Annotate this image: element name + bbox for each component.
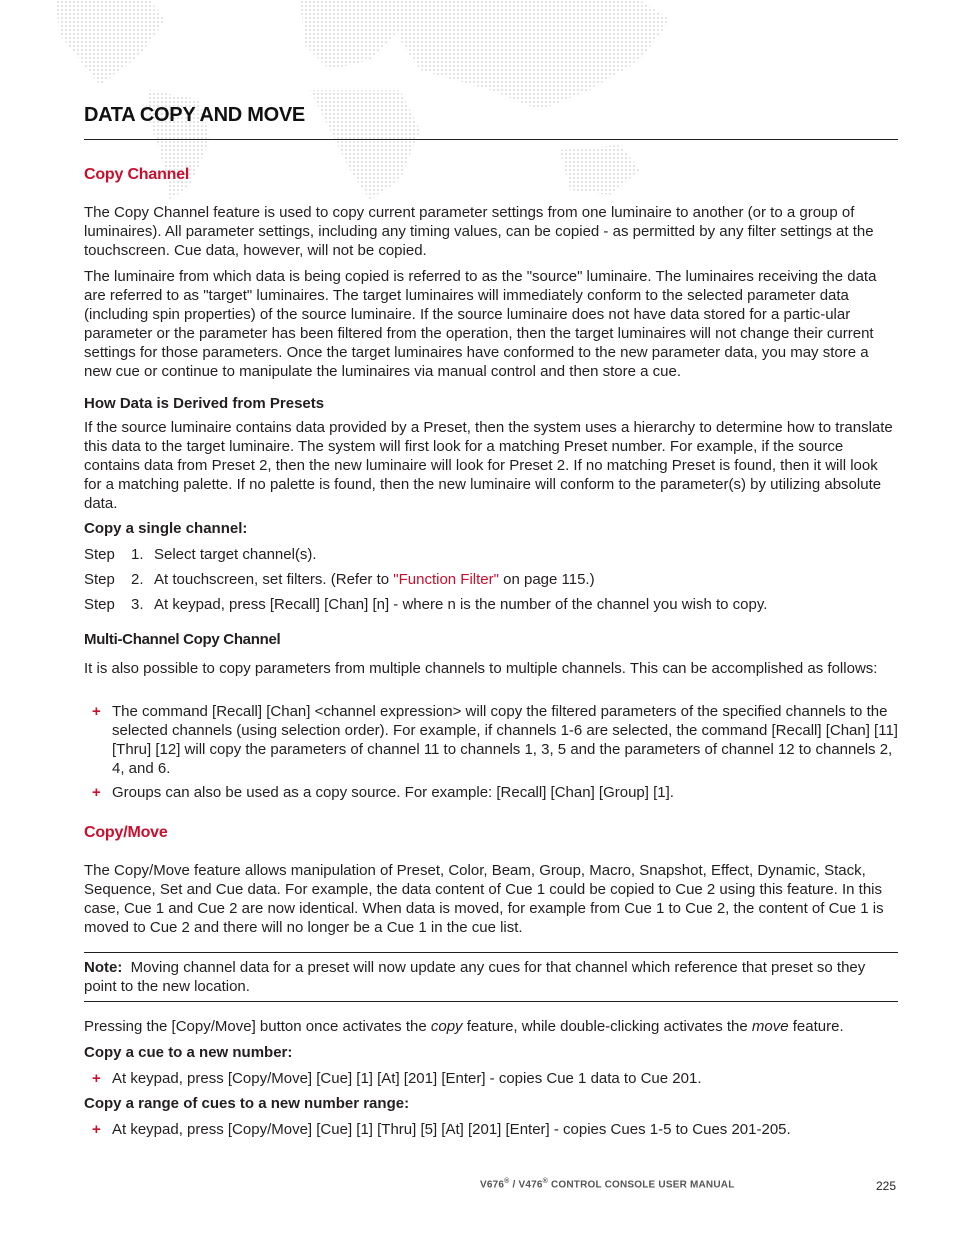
list-item (84, 702, 898, 778)
list-item (84, 1120, 898, 1139)
footer-reg: ® (542, 1178, 548, 1185)
subheading-copy-range: Copy a range of cues to a new number range: (84, 1095, 410, 1112)
step-item (84, 570, 595, 589)
text-run: Pressing the [Copy/Move] button once activates the (84, 1018, 431, 1035)
step-label: Step (84, 546, 115, 563)
text-run-italic: copy (430, 1018, 463, 1035)
text-run: feature. (788, 1018, 844, 1035)
list-item-text: The command [Recall] [Chan] <channel expression> will copy the filtered parameters of the specified channels to the selected channels (using selection order). For example, if channels 1-6 are selected, the command [Recall] [Chan] [11] [Thru] [12] will copy the parameters of channel 11 to channels 1, 3, 5 and the parameters of channel 12 to channels 2, 4, and 6. (112, 703, 898, 777)
note-label: Note: (84, 959, 123, 976)
paragraph: The luminaire from which data is being copied is referred to as the "source" luminaire. The luminaires receiving the data are referred to as "target" luminaires. The target luminaires will immediately conform to the selected parameter data (including spin properties) of the source luminaire. If the source luminaire does not have data stored for a partic-ular parameter or the parameter has been filtered from the operation, then the target luminaires will not change their current settings for those parameters. Once the target luminaires have conformed to the new parameter data, you may store a new cue or continue to manipulate the luminaires via manual control and then store a cue. (84, 268, 877, 380)
paragraph: The Copy/Move feature allows manipulation of Preset, Color, Beam, Group, Macro, Snapshot, Effect, Dynamic, Stack, Sequence, Set and Cue data. For example, the data content of Cue 1 could be copied to Cue 2 using this feature. In this case, Cue 1 and Cue 2 are now identical. When data is moved, for example from Cue 1 to Cue 2, the content of Cue 1 is moved to Cue 2 and there will no longer be a Cue 1 in the cue list. (84, 862, 884, 936)
paragraph: The Copy Channel feature is used to copy current parameter settings from one luminaire to another (or to a group of luminaires). All parameter settings, including any timing values, can be copied - as permitted by any filter settings at the touchscreen. Cue data, however, will not be copied. (84, 204, 874, 259)
footer-model: V476 (518, 1179, 543, 1191)
step-number: 3. (131, 596, 144, 613)
step-label: Step (84, 596, 115, 613)
list-item (84, 1069, 898, 1088)
page-title: DATA COPY AND MOVE (84, 104, 305, 126)
footer-model: V676 (480, 1179, 505, 1191)
paragraph: It is also possible to copy parameters from multiple channels to multiple channels. This can be accomplished as follows: (84, 660, 878, 677)
list-item (84, 783, 898, 802)
step-text: At keypad, press [Recall] [Chan] [n] - where n is the number of the channel you wish to copy. (154, 596, 768, 613)
step-item (84, 595, 767, 614)
note-text: Moving channel data for a preset will now update any cues for that channel which reference that preset so they point to the new location. (84, 959, 866, 995)
list-item-text: At keypad, press [Copy/Move] [Cue] [1] [Thru] [5] [At] [201] [Enter] - copies Cues 1-5 to Cues 201-205. (112, 1121, 791, 1138)
footer-sep: / (509, 1179, 519, 1191)
list-item-text: At keypad, press [Copy/Move] [Cue] [1] [At] [201] [Enter] - copies Cue 1 data to Cue 201. (112, 1070, 702, 1087)
note-bottom-rule (84, 1001, 898, 1002)
plus-bullet-icon: + (92, 784, 101, 801)
plus-bullet-icon: + (92, 1070, 101, 1087)
step-text: on page 115.) (498, 571, 595, 588)
subheading-single-channel: Copy a single channel: (84, 520, 248, 537)
step-number: 2. (131, 571, 144, 588)
list-item-text: Groups can also be used as a copy source. For example: [Recall] [Chan] [Group] [1]. (112, 784, 674, 801)
paragraph: If the source luminaire contains data provided by a Preset, then the system uses a hierarchy to determine how to translate this data to the target luminaire. The system will first look for a matching Preset number. For example, if the source contains data from Preset 2, then the new luminaire will look for Preset 2. If no matching Preset is found, then it will look for a matching palette. If no palette is found, then the new luminaire will conform to the parameter(s) by utilizing absolute data. (84, 419, 893, 512)
function-filter-link[interactable]: "Function Filter" (393, 571, 499, 588)
section-title-copy-channel: Copy Channel (84, 166, 190, 183)
page-number: 225 (876, 1179, 897, 1193)
note (84, 958, 898, 996)
text-run-italic: move (751, 1018, 789, 1035)
subheading-multi-channel: Multi-Channel Copy Channel (84, 631, 281, 648)
note-top-rule (84, 952, 898, 953)
footer-title: CONTROL CONSOLE USER MANUAL (547, 1179, 735, 1191)
subheading-derived: How Data is Derived from Presets (84, 395, 325, 412)
step-number: 1. (131, 546, 144, 563)
title-rule (84, 139, 898, 140)
text-run: feature, while double-clicking activates the (462, 1018, 752, 1035)
footer-manual-title (480, 1178, 735, 1190)
step-text: Select target channel(s). (154, 546, 317, 563)
paragraph (84, 1017, 898, 1036)
step-item (84, 545, 317, 564)
plus-bullet-icon: + (92, 1121, 101, 1138)
plus-bullet-icon: + (92, 703, 101, 720)
subheading-copy-cue: Copy a cue to a new number: (84, 1044, 293, 1061)
step-label: Step (84, 571, 115, 588)
step-text: At touchscreen, set filters. (Refer to (154, 571, 394, 588)
section-title-copy-move: Copy/Move (84, 824, 168, 841)
footer-reg: ® (504, 1178, 510, 1185)
